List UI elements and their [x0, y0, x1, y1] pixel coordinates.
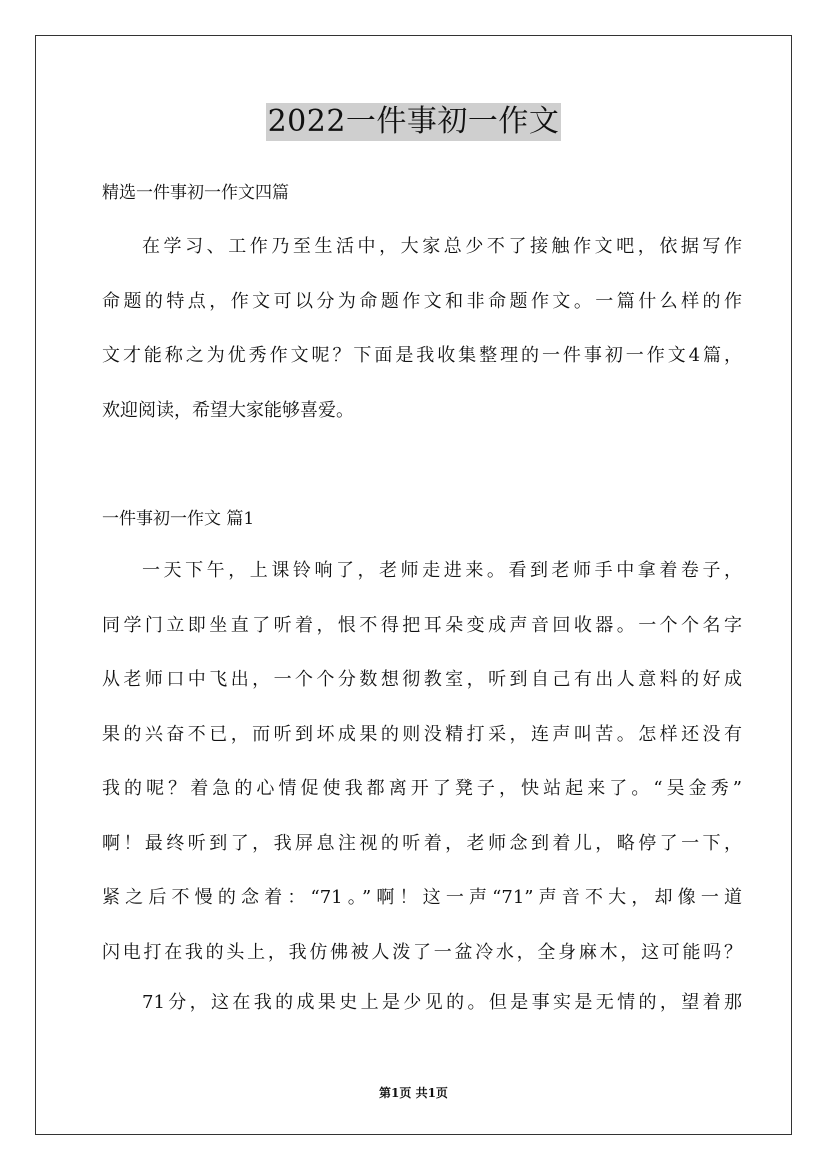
document-subtitle: 精选一件事初一作文四篇 — [102, 183, 289, 203]
essay-line: 我的呢？着急的心情促使我都离开了凳子，快站起来了。“吴金秀” — [102, 778, 742, 799]
intro-line: 文才能称之为优秀作文呢？下面是我收集整理的一件事初一作文4篇， — [102, 345, 742, 366]
essay-line: 71分，这在我的成果史上是少见的。但是事实是无情的，望着那 — [142, 992, 742, 1013]
document-title: 2022一件事初一作文 — [267, 104, 560, 139]
intro-line: 命题的特点，作文可以分为命题作文和非命题作文。一篇什么样的作 — [102, 290, 742, 312]
essay-line: 一天下午，上课铃响了，老师走进来。看到老师手中拿着卷子， — [142, 560, 742, 581]
intro-line: 欢迎阅读，希望大家能够喜爱。 — [102, 399, 354, 421]
essay-line: 同学门立即坐直了听着，恨不得把耳朵变成声音回收器。一个个名字 — [102, 614, 742, 636]
essay-line: 果的兴奋不已，而听到坏成果的则没精打采，连声叫苦。怎样还没有 — [102, 723, 742, 745]
essay-paragraph — [102, 544, 742, 980]
intro-paragraph — [102, 220, 742, 438]
intro-line: 在学习、工作乃至生活中，大家总少不了接触作文吧，依据写作 — [142, 236, 742, 257]
essay-line: 从老师口中飞出，一个个分数想彻教室，听到自己有出人意料的好成 — [102, 669, 742, 690]
section-heading: 一件事初一作文 篇1 — [102, 509, 255, 529]
essay-paragraph-2 — [102, 976, 742, 1031]
essay-line: 闪电打在我的头上，我仿佛被人泼了一盆冷水，全身麻木，这可能吗？ — [102, 941, 742, 963]
document-title-wrapper — [0, 103, 827, 141]
page-footer — [0, 1085, 827, 1101]
page-number: 第1页 共1页 — [379, 1086, 448, 1100]
essay-line: 啊！最终听到了，我屏息注视的听着，老师念到着儿，略停了一下， — [102, 832, 742, 854]
essay-line: 紧之后不慢的念着：“71。”啊！这一声“71”声音不大，却像一道 — [102, 887, 742, 908]
